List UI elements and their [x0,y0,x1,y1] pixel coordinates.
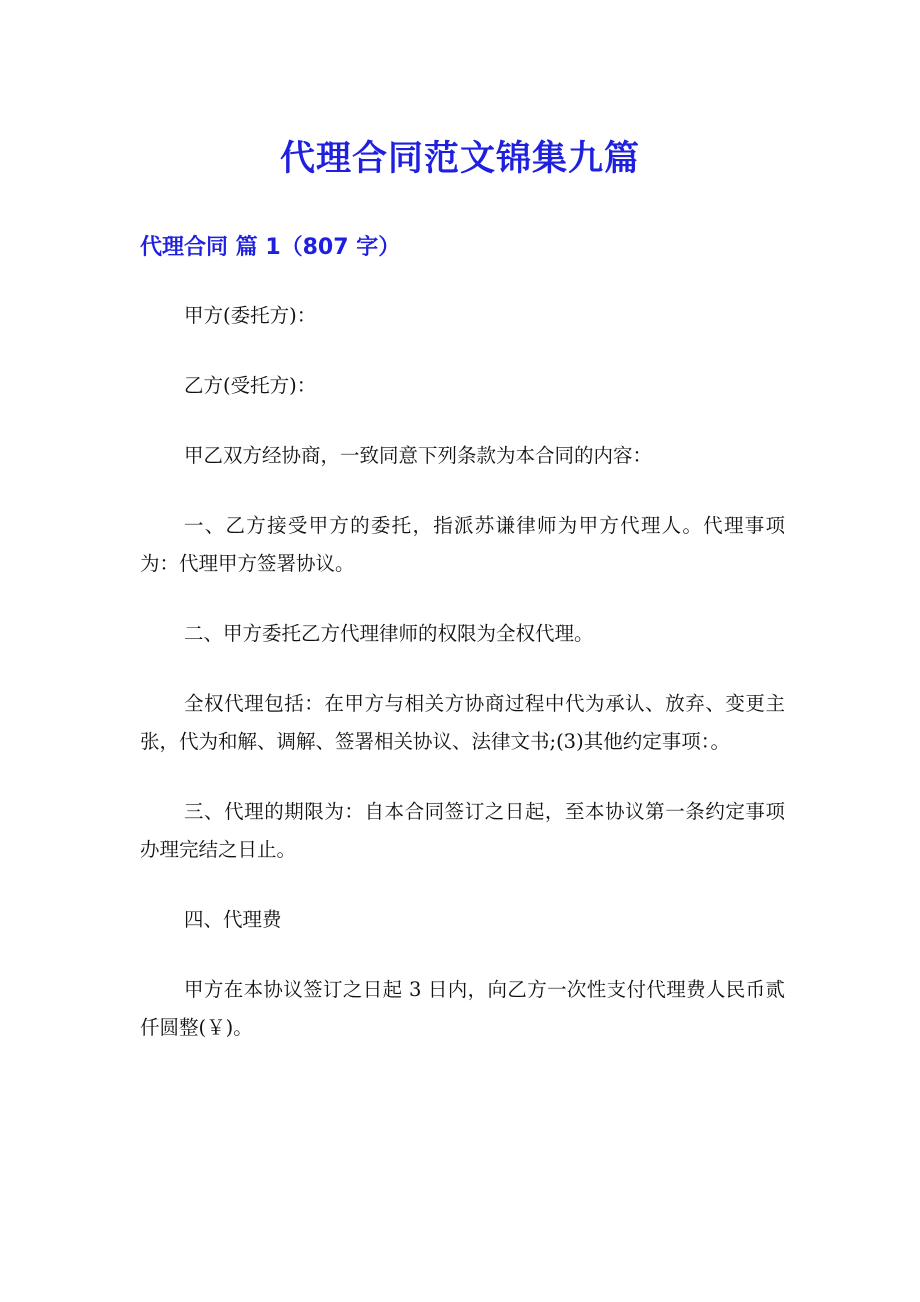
paragraph-party-b: 乙方(受托方)： [184,374,317,397]
document-body [140,297,785,1079]
paragraph-full-authority: 全权代理包括：在甲方与相关方协商过程中代为承认、放弃、变更主张，代为和解、调解、签署相关协议、法律文书;(3)其他约定事项：。 [140,692,785,753]
document-title: 代理合同范文锦集九篇 [279,138,640,179]
section-heading: 代理合同 篇 1（807 字） [140,235,401,260]
paragraph-clause-1: 一、乙方接受甲方的委托，指派苏谦律师为甲方代理人。代理事项为：代理甲方签署协议。 [140,514,785,575]
paragraph-agreement-intro: 甲乙双方经协商，一致同意下列条款为本合同的内容： [184,444,653,467]
paragraph-clause-2: 二、甲方委托乙方代理律师的权限为全权代理。 [184,622,594,645]
paragraph-clause-4-heading: 四、代理费 [184,908,282,931]
paragraph-party-a: 甲方(委托方)： [184,304,317,327]
paragraph-clause-3: 三、代理的期限为：自本合同签订之日起，至本协议第一条约定事项办理完结之日止。 [140,800,785,861]
paragraph-fee-payment: 甲方在本协议签订之日起 3 日内，向乙方一次性支付代理费人民币贰仟圆整(￥)。 [140,978,785,1039]
